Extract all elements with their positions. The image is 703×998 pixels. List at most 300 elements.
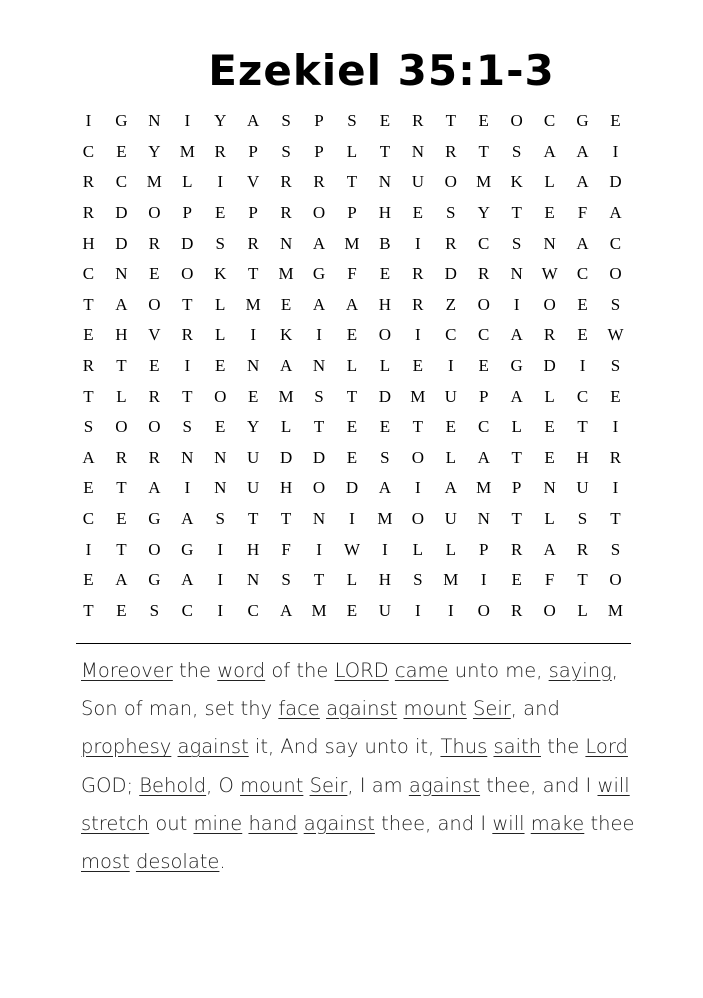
grid-letter: R — [510, 600, 523, 620]
grid-letter: L — [412, 539, 424, 559]
grid-letter: A — [247, 111, 260, 131]
grid-letter: L — [511, 417, 522, 437]
grid-letter: O — [312, 478, 326, 498]
grid-letter: R — [280, 203, 292, 223]
grid-row — [72, 534, 632, 565]
grid-letter: O — [609, 264, 622, 284]
grid-letter: C — [478, 417, 490, 437]
grid-letter: R — [478, 264, 490, 284]
grid-letter: E — [83, 478, 94, 498]
passage-text: the — [541, 735, 586, 759]
grid-row — [72, 198, 632, 229]
grid-letter: I — [217, 570, 224, 590]
grid-letter: T — [182, 386, 193, 406]
grid-letter: I — [349, 509, 355, 529]
passage-text: thee — [584, 811, 635, 835]
grid-letter: O — [181, 264, 194, 284]
grid-letter: S — [281, 570, 291, 590]
grid-letter: E — [379, 111, 391, 131]
grid-letter: D — [115, 233, 128, 253]
grid-row — [72, 290, 632, 321]
grid-letter: T — [116, 539, 127, 559]
grid-letter: K — [279, 325, 293, 345]
grid-letter: S — [182, 417, 193, 437]
grid-row — [72, 351, 632, 382]
grid-letter: T — [478, 141, 489, 161]
hidden-word: Thus — [440, 735, 488, 759]
grid-letter: E — [149, 264, 160, 284]
grid-letter: L — [116, 386, 127, 406]
grid-letter: O — [411, 509, 424, 529]
passage-text: of the — [265, 659, 335, 682]
grid-letter: M — [311, 600, 327, 620]
grid-letter: H — [378, 294, 392, 314]
passage-text: , I am — [347, 773, 409, 797]
grid-letter: V — [148, 325, 161, 345]
grid-letter: Y — [477, 203, 490, 223]
grid-letter: S — [413, 570, 423, 590]
grid-letter: A — [477, 447, 490, 467]
grid-letter: M — [179, 141, 195, 161]
grid-letter: C — [82, 509, 95, 529]
grid-letter: O — [148, 203, 161, 223]
hidden-word: Moreover — [81, 659, 173, 682]
grid-letter: O — [148, 539, 161, 559]
grid-letter: R — [412, 294, 424, 314]
grid-letter: O — [543, 600, 556, 620]
grid-letter: D — [115, 203, 128, 223]
passage-text: , Son of man, set thy — [81, 659, 618, 721]
grid-letter: D — [279, 447, 293, 467]
grid-letter: I — [612, 417, 619, 437]
hidden-word: Seir — [472, 697, 511, 721]
grid-row — [72, 565, 632, 596]
grid-letter: N — [214, 447, 227, 467]
grid-letter: T — [445, 111, 456, 131]
grid-letter: H — [247, 539, 260, 559]
grid-letter: C — [478, 325, 490, 345]
grid-letter: U — [378, 600, 392, 620]
grid-row — [72, 504, 632, 535]
grid-letter: M — [476, 478, 492, 498]
grid-letter: S — [610, 539, 621, 559]
grid-letter: N — [214, 478, 227, 498]
grid-letter: A — [82, 447, 95, 467]
grid-letter: R — [313, 172, 325, 192]
grid-letter: C — [609, 233, 622, 253]
grid-letter: S — [215, 233, 225, 253]
grid-letter: F — [577, 203, 588, 223]
grid-letter: A — [312, 294, 326, 314]
grid-row — [72, 473, 632, 504]
grid-letter: S — [149, 600, 160, 620]
grid-letter: E — [544, 447, 555, 467]
grid-letter: E — [412, 203, 424, 223]
grid-letter: I — [217, 539, 224, 559]
hidden-word: will — [492, 811, 525, 835]
grid-letter: P — [347, 203, 357, 223]
grid-letter: S — [610, 294, 621, 314]
grid-letter: L — [544, 509, 555, 529]
hidden-word: against — [177, 735, 249, 759]
grid-letter: T — [116, 478, 127, 498]
hidden-word: came — [394, 659, 449, 682]
hidden-word: mine — [193, 811, 243, 835]
grid-letter: A — [115, 570, 128, 590]
hidden-word: saith — [493, 735, 541, 759]
grid-letter: M — [377, 509, 393, 529]
hidden-word: against — [303, 811, 375, 835]
grid-letter: S — [380, 447, 390, 467]
grid-letter: S — [347, 111, 357, 131]
grid-letter: T — [511, 447, 522, 467]
grid-letter: D — [543, 356, 556, 376]
grid-letter: I — [415, 600, 421, 620]
grid-letter: G — [115, 111, 128, 131]
grid-letter: N — [279, 233, 293, 253]
grid-letter: L — [215, 325, 226, 345]
grid-letter: T — [511, 203, 522, 223]
grid-letter: S — [281, 141, 291, 161]
grid-letter: G — [576, 111, 589, 131]
grid-letter: I — [579, 356, 586, 376]
grid-letter: O — [477, 600, 490, 620]
grid-letter: L — [544, 172, 555, 192]
grid-letter: T — [346, 172, 358, 192]
grid-letter: R — [82, 203, 95, 223]
grid-letter: E — [511, 570, 522, 590]
grid-letter: R — [247, 233, 259, 253]
hidden-word: will — [597, 773, 630, 797]
hidden-word: saying — [548, 659, 612, 682]
grid-letter: R — [412, 111, 424, 131]
grid-letter: A — [345, 294, 359, 314]
grid-letter: E — [478, 356, 489, 376]
grid-letter: E — [577, 325, 588, 345]
grid-letter: C — [543, 111, 556, 131]
grid-letter: E — [544, 203, 555, 223]
hidden-word: hand — [248, 811, 298, 835]
grid-letter: M — [245, 294, 261, 314]
grid-letter: I — [316, 539, 322, 559]
grid-letter: C — [82, 264, 95, 284]
grid-letter: S — [577, 509, 588, 529]
hidden-word: stretch — [81, 811, 150, 835]
grid-letter: A — [510, 386, 523, 406]
grid-letter: N — [115, 264, 128, 284]
grid-letter: T — [313, 417, 325, 437]
grid-letter: S — [215, 509, 225, 529]
page-title: Ezekiel 35:1-3 — [208, 46, 555, 95]
grid-letter: H — [115, 325, 128, 345]
passage-text: , O — [206, 773, 241, 797]
grid-letter: T — [83, 386, 94, 406]
hidden-word: prophesy — [81, 735, 172, 759]
grid-letter: E — [577, 294, 588, 314]
grid-letter: O — [312, 203, 326, 223]
grid-letter: I — [415, 233, 421, 253]
grid-letter: S — [314, 386, 324, 406]
grid-letter: N — [477, 509, 490, 529]
grid-letter: O — [148, 294, 161, 314]
grid-letter: H — [576, 447, 589, 467]
grid-letter: M — [146, 172, 162, 192]
grid-letter: E — [346, 417, 358, 437]
grid-letter: S — [281, 111, 291, 131]
passage-text: , and — [510, 697, 560, 721]
grid-letter: E — [478, 111, 489, 131]
grid-letter: I — [612, 141, 619, 161]
grid-row — [72, 259, 632, 290]
grid-letter: P — [248, 141, 258, 161]
grid-letter: E — [215, 356, 226, 376]
grid-letter: T — [83, 294, 94, 314]
grid-letter: E — [215, 417, 226, 437]
grid-letter: T — [313, 570, 325, 590]
hidden-word: Lord — [585, 735, 628, 759]
grid-letter: E — [610, 111, 621, 131]
grid-letter: A — [279, 600, 293, 620]
hidden-word: against — [408, 773, 481, 797]
grid-letter: I — [184, 356, 191, 376]
grid-letter: Y — [214, 111, 227, 131]
grid-letter: T — [116, 356, 127, 376]
grid-letter: A — [181, 570, 194, 590]
grid-letter: U — [576, 478, 589, 498]
hidden-word: desolate — [135, 850, 220, 874]
grid-letter: A — [609, 203, 622, 223]
grid-letter: E — [544, 417, 555, 437]
passage-text: out — [149, 811, 194, 835]
hidden-word: word — [217, 659, 266, 682]
grid-letter: G — [181, 539, 194, 559]
grid-letter: E — [280, 294, 292, 314]
grid-letter: C — [82, 141, 95, 161]
hidden-word: Behold — [139, 773, 207, 797]
grid-letter: E — [116, 141, 127, 161]
grid-letter: T — [511, 509, 522, 529]
grid-letter: N — [312, 509, 326, 529]
grid-letter: C — [181, 600, 193, 620]
grid-row — [72, 167, 632, 198]
grid-letter: R — [510, 539, 523, 559]
grid-letter: M — [278, 264, 294, 284]
grid-letter: T — [247, 509, 259, 529]
grid-letter: N — [411, 141, 424, 161]
grid-letter: I — [250, 325, 256, 345]
grid-letter: K — [510, 172, 523, 192]
grid-letter: O — [378, 325, 392, 345]
grid-letter: I — [217, 172, 224, 192]
passage-text: . — [219, 850, 226, 874]
grid-letter: C — [478, 233, 490, 253]
hidden-word: Seir — [309, 773, 348, 797]
grid-letter: U — [444, 509, 457, 529]
grid-letter: O — [609, 570, 622, 590]
grid-letter: P — [478, 539, 489, 559]
grid-letter: K — [214, 264, 227, 284]
grid-letter: A — [576, 233, 589, 253]
grid-letter: E — [346, 447, 358, 467]
grid-letter: T — [610, 509, 621, 529]
hidden-word: most — [81, 850, 130, 874]
grid-letter: N — [181, 447, 194, 467]
grid-letter: T — [577, 417, 588, 437]
grid-letter: A — [181, 509, 194, 529]
grid-letter: O — [477, 294, 490, 314]
grid-letter: H — [378, 203, 392, 223]
grid-letter: O — [115, 417, 128, 437]
grid-letter: R — [412, 264, 424, 284]
grid-letter: M — [344, 233, 360, 253]
grid-letter: D — [378, 386, 392, 406]
hidden-word: against — [326, 697, 398, 721]
hidden-word: LORD — [334, 659, 389, 682]
grid-letter: Y — [148, 141, 161, 161]
grid-letter: F — [347, 264, 357, 284]
grid-letter: D — [444, 264, 457, 284]
hidden-word: mount — [240, 773, 304, 797]
grid-row — [72, 381, 632, 412]
grid-letter: E — [412, 356, 424, 376]
grid-letter: I — [612, 478, 619, 498]
grid-letter: I — [415, 478, 421, 498]
grid-letter: P — [314, 111, 324, 131]
grid-letter: R — [445, 141, 457, 161]
grid-letter: A — [378, 478, 392, 498]
passage-text: it, And say unto it, — [248, 735, 441, 759]
grid-row — [72, 412, 632, 443]
grid-letter: F — [281, 539, 291, 559]
grid-letter: U — [247, 447, 260, 467]
grid-letter: E — [610, 386, 621, 406]
grid-letter: O — [543, 294, 556, 314]
passage-text: thee, and I — [374, 811, 493, 835]
grid-letter: A — [543, 539, 556, 559]
grid-row — [72, 320, 632, 351]
grid-letter: L — [544, 386, 555, 406]
grid-letter: N — [510, 264, 523, 284]
grid-letter: G — [148, 570, 161, 590]
grid-letter: A — [576, 141, 589, 161]
grid-letter: D — [312, 447, 326, 467]
grid-row — [72, 137, 632, 168]
grid-letter: R — [576, 539, 589, 559]
hidden-word: mount — [403, 697, 467, 721]
grid-letter: M — [607, 600, 624, 620]
grid-letter: V — [247, 172, 260, 192]
grid-letter: L — [280, 417, 292, 437]
grid-letter: I — [415, 325, 421, 345]
word-search-grid — [72, 106, 632, 626]
grid-letter: P — [248, 203, 258, 223]
grid-letter: I — [184, 478, 191, 498]
grid-letter: M — [410, 386, 426, 406]
grid-letter: S — [446, 203, 456, 223]
grid-letter: D — [609, 172, 622, 192]
grid-letter: I — [447, 356, 454, 376]
grid-letter: L — [445, 539, 456, 559]
grid-letter: G — [312, 264, 326, 284]
grid-letter: H — [279, 478, 293, 498]
grid-letter: R — [445, 233, 457, 253]
grid-letter: C — [576, 264, 589, 284]
grid-letter: S — [511, 141, 522, 161]
grid-letter: F — [544, 570, 555, 590]
grid-letter: T — [83, 600, 94, 620]
grid-letter: A — [279, 356, 293, 376]
grid-row — [72, 596, 632, 627]
grid-letter: U — [411, 172, 424, 192]
grid-letter: E — [346, 600, 358, 620]
grid-letter: R — [148, 386, 161, 406]
grid-letter: C — [247, 600, 259, 620]
grid-letter: A — [312, 233, 326, 253]
grid-letter: I — [447, 600, 454, 620]
grid-letter: S — [610, 356, 621, 376]
grid-letter: L — [445, 447, 456, 467]
grid-letter: T — [247, 264, 259, 284]
grid-letter: I — [184, 111, 191, 131]
grid-letter: I — [480, 570, 487, 590]
grid-letter: O — [214, 386, 227, 406]
passage-text: thee, and I — [480, 773, 598, 797]
grid-letter: R — [181, 325, 193, 345]
grid-letter: E — [149, 356, 160, 376]
grid-letter: R — [82, 172, 95, 192]
grid-letter: P — [182, 203, 193, 223]
grid-letter: D — [181, 233, 194, 253]
grid-letter: T — [346, 386, 358, 406]
grid-letter: H — [378, 570, 392, 590]
grid-letter: L — [346, 141, 358, 161]
grid-letter: I — [316, 325, 322, 345]
grid-letter: A — [543, 141, 556, 161]
grid-letter: T — [280, 509, 292, 529]
grid-letter: A — [510, 325, 523, 345]
grid-letter: E — [215, 203, 226, 223]
grid-letter: E — [83, 325, 94, 345]
grid-row — [72, 106, 632, 137]
grid-letter: P — [478, 386, 489, 406]
passage-text: unto me, — [448, 659, 549, 682]
grid-letter: T — [379, 141, 391, 161]
grid-letter: R — [82, 356, 95, 376]
grid-letter: G — [510, 356, 523, 376]
grid-letter: Y — [247, 417, 260, 437]
grid-letter: I — [513, 294, 520, 314]
grid-letter: L — [346, 356, 358, 376]
grid-letter: I — [85, 539, 92, 559]
grid-letter: N — [378, 172, 392, 192]
grid-letter: R — [148, 233, 161, 253]
grid-letter: U — [247, 478, 260, 498]
grid-letter: N — [148, 111, 161, 131]
grid-letter: B — [379, 233, 391, 253]
grid-letter: C — [445, 325, 457, 345]
grid-letter: I — [217, 600, 224, 620]
grid-letter: H — [82, 233, 95, 253]
passage-text: GOD; — [81, 773, 140, 797]
grid-letter: T — [577, 570, 588, 590]
grid-letter: O — [411, 447, 424, 467]
grid-letter: S — [511, 233, 522, 253]
grid-letter: D — [345, 478, 359, 498]
grid-letter: L — [577, 600, 588, 620]
hidden-word: make — [530, 811, 585, 835]
grid-row — [72, 443, 632, 474]
grid-letter: L — [215, 294, 226, 314]
